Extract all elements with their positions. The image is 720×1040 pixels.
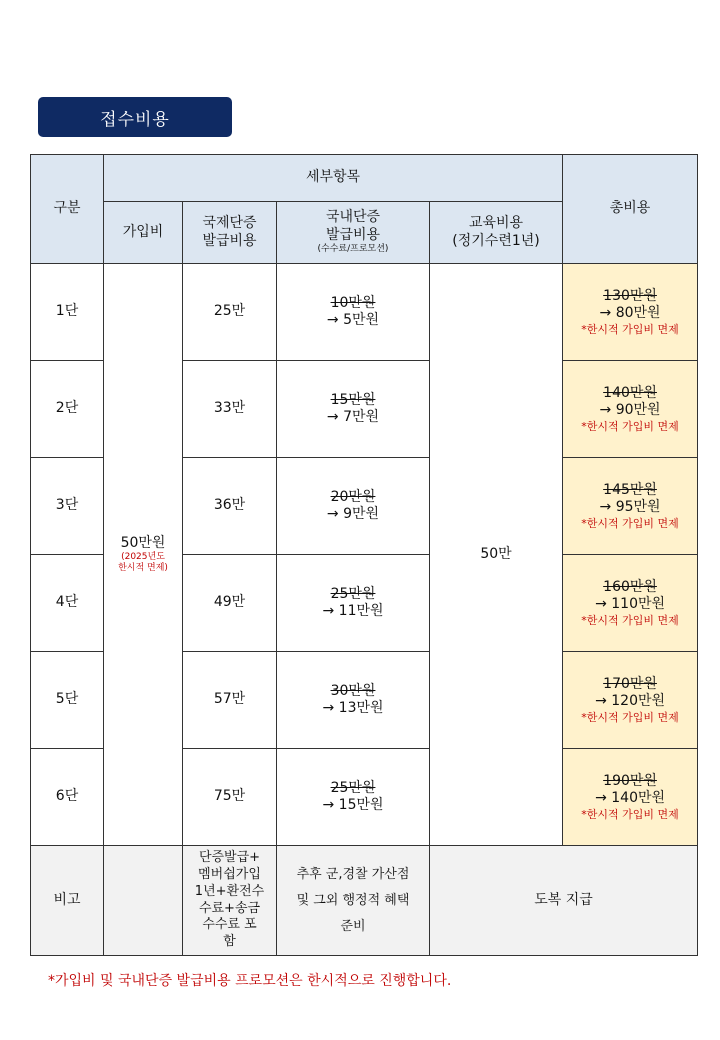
dom-cert-new-line <box>277 409 429 427</box>
total-new-line <box>563 402 697 420</box>
total-note: *한시적 가입비 면제 <box>581 807 679 821</box>
remarks-dom-line: 추후 군,경찰 가산점 <box>296 866 410 882</box>
total-new-price: 80만원 <box>615 305 661 322</box>
total-new-price: 95만원 <box>615 499 661 516</box>
arrow-icon: → <box>326 312 339 328</box>
arrow-icon: → <box>595 790 607 807</box>
join-fee-value: 50만원 <box>120 534 166 551</box>
dom-cert-new-line <box>277 312 429 330</box>
arrow-icon: → <box>326 409 339 425</box>
header-dom-cert <box>277 202 430 264</box>
total-old-price: 160만원 <box>603 578 657 595</box>
fee-table <box>30 154 698 956</box>
total-new-line <box>563 790 697 808</box>
remarks-dom-line: 준비 <box>340 918 366 934</box>
header-education-line1: 교육비용 <box>468 215 524 231</box>
remarks-intl-line: 1년+환전수 <box>194 883 265 899</box>
dom-cert-cell <box>277 458 430 555</box>
header-details: 세부항목 <box>104 155 563 202</box>
join-fee-cell <box>104 264 183 846</box>
total-old-price: 170만원 <box>603 675 657 692</box>
join-fee-note-line2: 한시적 면제) <box>118 563 168 574</box>
header-dom-cert-line1: 국내단증 <box>325 209 381 226</box>
total-new-price: 110만원 <box>611 596 666 613</box>
arrow-icon: → <box>595 596 607 613</box>
dom-cert-old-price: 30만원 <box>330 682 376 699</box>
total-new-line <box>563 305 697 323</box>
table-row <box>31 264 698 361</box>
grade-cell: 1단 <box>31 264 104 361</box>
grade-cell: 2단 <box>31 361 104 458</box>
dom-cert-new-line <box>277 506 429 524</box>
arrow-icon: → <box>322 603 335 619</box>
grade-cell: 4단 <box>31 555 104 652</box>
remarks-intl-line: 수수료 포 <box>202 917 257 933</box>
dom-cert-new-price: 5만원 <box>343 312 380 328</box>
dom-cert-old-price: 20만원 <box>330 488 376 505</box>
grade-cell: 6단 <box>31 749 104 846</box>
total-cost-cell <box>563 361 698 458</box>
total-new-price: 120만원 <box>611 693 666 710</box>
intl-cert-cell: 33만 <box>183 361 277 458</box>
intl-cert-cell: 57만 <box>183 652 277 749</box>
section-title-text: 접수비용 <box>100 109 170 130</box>
remarks-intl-line: 멤버쉽가입 <box>198 866 261 882</box>
intl-cert-cell: 75만 <box>183 749 277 846</box>
header-education <box>430 202 563 264</box>
remarks-intl-line: 수료+송금 <box>198 900 261 916</box>
remarks-edu-total: 도복 지급 <box>430 846 698 956</box>
arrow-icon: → <box>326 506 339 522</box>
total-new-price: 140만원 <box>611 790 666 807</box>
total-new-line <box>563 693 697 711</box>
header-intl-cert-line2: 발급비용 <box>202 232 257 249</box>
remarks-intl-line: 단증발급+ <box>198 849 261 865</box>
total-old-price: 145만원 <box>603 481 657 498</box>
total-cost-cell <box>563 749 698 846</box>
total-old-price: 190만원 <box>603 772 657 789</box>
dom-cert-cell <box>277 361 430 458</box>
dom-cert-old-price: 25만원 <box>330 585 376 602</box>
total-cost-cell <box>563 555 698 652</box>
remarks-intl-cert <box>183 846 277 956</box>
remarks-dom-line: 및 그외 행정적 혜택 <box>296 892 410 908</box>
dom-cert-new-line <box>277 700 429 718</box>
footnote: *가입비 및 국내단증 발급비용 프로모션은 한시적으로 진행합니다. <box>48 973 452 989</box>
total-old-price: 140만원 <box>603 384 657 401</box>
remarks-dom-cert <box>277 846 430 956</box>
total-new-line <box>563 499 697 517</box>
total-cost-cell <box>563 264 698 361</box>
header-intl-cert <box>183 202 277 264</box>
header-total-cost: 총비용 <box>563 155 698 264</box>
section-title <box>38 97 232 137</box>
dom-cert-old-price: 15만원 <box>330 391 376 408</box>
header-dom-cert-line2: 발급비용 <box>325 226 381 243</box>
dom-cert-cell <box>277 264 430 361</box>
total-new-line <box>563 596 697 614</box>
dom-cert-new-line <box>277 797 429 815</box>
intl-cert-cell: 36만 <box>183 458 277 555</box>
grade-cell: 5단 <box>31 652 104 749</box>
dom-cert-cell <box>277 555 430 652</box>
intl-cert-cell: 25만 <box>183 264 277 361</box>
remarks-intl-line: 함 <box>223 934 236 950</box>
arrow-icon: → <box>599 402 612 419</box>
total-cost-cell <box>563 458 698 555</box>
arrow-icon: → <box>599 305 612 322</box>
dom-cert-old-price: 25만원 <box>330 779 376 796</box>
arrow-icon: → <box>599 499 612 516</box>
dom-cert-new-price: 15만원 <box>338 797 384 813</box>
total-cost-cell <box>563 652 698 749</box>
total-note: *한시적 가입비 면제 <box>581 322 679 336</box>
header-intl-cert-line1: 국제단증 <box>202 215 257 231</box>
total-note: *한시적 가입비 면제 <box>581 710 679 724</box>
dom-cert-cell <box>277 749 430 846</box>
join-fee-note-line1: (2025년도 <box>121 552 165 562</box>
dom-cert-new-price: 9만원 <box>343 506 380 522</box>
education-cell: 50만 <box>430 264 563 846</box>
total-old-price: 130만원 <box>603 287 657 304</box>
dom-cert-new-price: 13만원 <box>338 700 384 716</box>
total-note: *한시적 가입비 면제 <box>581 613 679 627</box>
header-dom-cert-sub: (수수료/프로모션) <box>317 244 389 255</box>
total-note: *한시적 가입비 면제 <box>581 419 679 433</box>
total-new-price: 90만원 <box>615 402 661 419</box>
header-category: 구분 <box>31 155 104 264</box>
dom-cert-new-price: 7만원 <box>343 409 380 425</box>
dom-cert-new-line <box>277 603 429 621</box>
arrow-icon: → <box>322 700 335 716</box>
remarks-label: 비고 <box>31 846 104 956</box>
arrow-icon: → <box>595 693 607 710</box>
header-education-line2: (정기수련1년) <box>452 232 540 249</box>
intl-cert-cell: 49만 <box>183 555 277 652</box>
dom-cert-cell <box>277 652 430 749</box>
arrow-icon: → <box>322 797 335 813</box>
dom-cert-old-price: 10만원 <box>330 294 376 311</box>
total-note: *한시적 가입비 면제 <box>581 516 679 530</box>
remarks-row <box>31 846 698 956</box>
remarks-join-fee-empty <box>104 846 183 956</box>
grade-cell: 3단 <box>31 458 104 555</box>
header-join-fee: 가입비 <box>104 202 183 264</box>
dom-cert-new-price: 11만원 <box>338 603 384 619</box>
